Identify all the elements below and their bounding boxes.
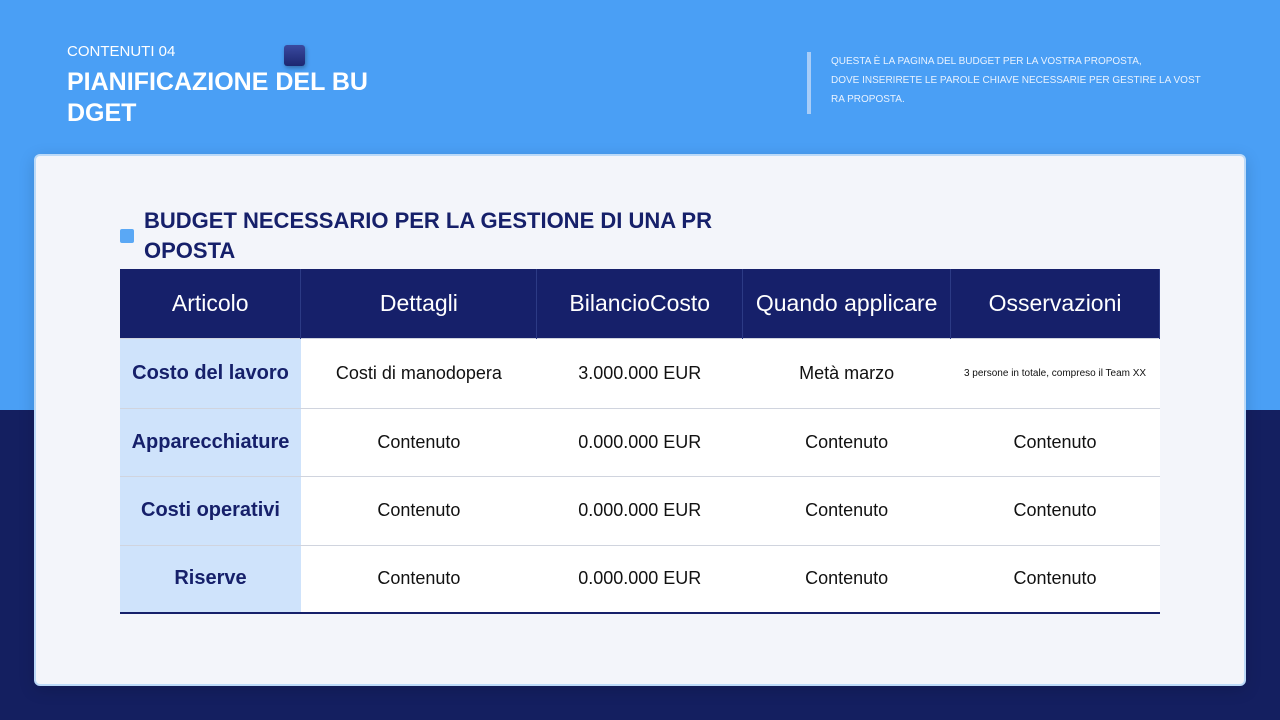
- table-cell: 0.000.000 EUR: [537, 476, 743, 545]
- column-header: Articolo: [120, 269, 301, 338]
- column-header: Osservazioni: [951, 269, 1160, 338]
- table-cell: Contenuto: [951, 545, 1160, 613]
- column-header: BilancioCosto: [537, 269, 743, 338]
- description-line: QUESTA È LA PAGINA DEL BUDGET PER LA VOSTRA PROPOSTA,: [831, 56, 1142, 67]
- table-row: [120, 408, 1160, 476]
- table-header-row: [120, 269, 1160, 338]
- table-row: [120, 338, 1160, 408]
- budget-table: [120, 269, 1160, 614]
- table-cell: Contenuto: [743, 545, 951, 613]
- table-cell: Contenuto: [743, 408, 951, 476]
- table-row: [120, 545, 1160, 613]
- row-label: Riserve: [120, 545, 301, 613]
- table-cell: Contenuto: [743, 476, 951, 545]
- row-label: Apparecchiature: [120, 408, 301, 476]
- table-cell: 3 persone in totale, compreso il Team XX: [951, 338, 1160, 408]
- table-cell: Contenuto: [301, 476, 537, 545]
- row-label: Costi operativi: [120, 476, 301, 545]
- section-title: BUDGET NECESSARIO PER LA GESTIONE DI UNA PROPOSTA: [144, 208, 712, 263]
- table-row: [120, 476, 1160, 545]
- table-cell: Contenuto: [301, 408, 537, 476]
- table-cell: Contenuto: [301, 545, 537, 613]
- table-cell: Contenuto: [951, 408, 1160, 476]
- table-cell: Metà marzo: [743, 338, 951, 408]
- column-header: Quando applicare: [743, 269, 951, 338]
- section-kicker: CONTENUTI 04: [67, 43, 176, 60]
- table-cell: 0.000.000 EUR: [537, 545, 743, 613]
- column-header: Dettagli: [301, 269, 537, 338]
- decorative-square-icon: [284, 45, 305, 66]
- table-cell: 0.000.000 EUR: [537, 408, 743, 476]
- page-description: [807, 52, 1207, 114]
- page-title: PIANIFICAZIONE DEL BUDGET: [67, 68, 368, 127]
- table-cell: 3.000.000 EUR: [537, 338, 743, 408]
- table-cell: Costi di manodopera: [301, 338, 537, 408]
- row-label: Costo del lavoro: [120, 338, 301, 408]
- table-cell: Contenuto: [951, 476, 1160, 545]
- bullet-square-icon: [120, 229, 134, 243]
- description-line: DOVE INSERIRETE LE PAROLE CHIAVE NECESSARIE PER GESTIRE LA VOSTRA PROPOSTA.: [831, 75, 1201, 105]
